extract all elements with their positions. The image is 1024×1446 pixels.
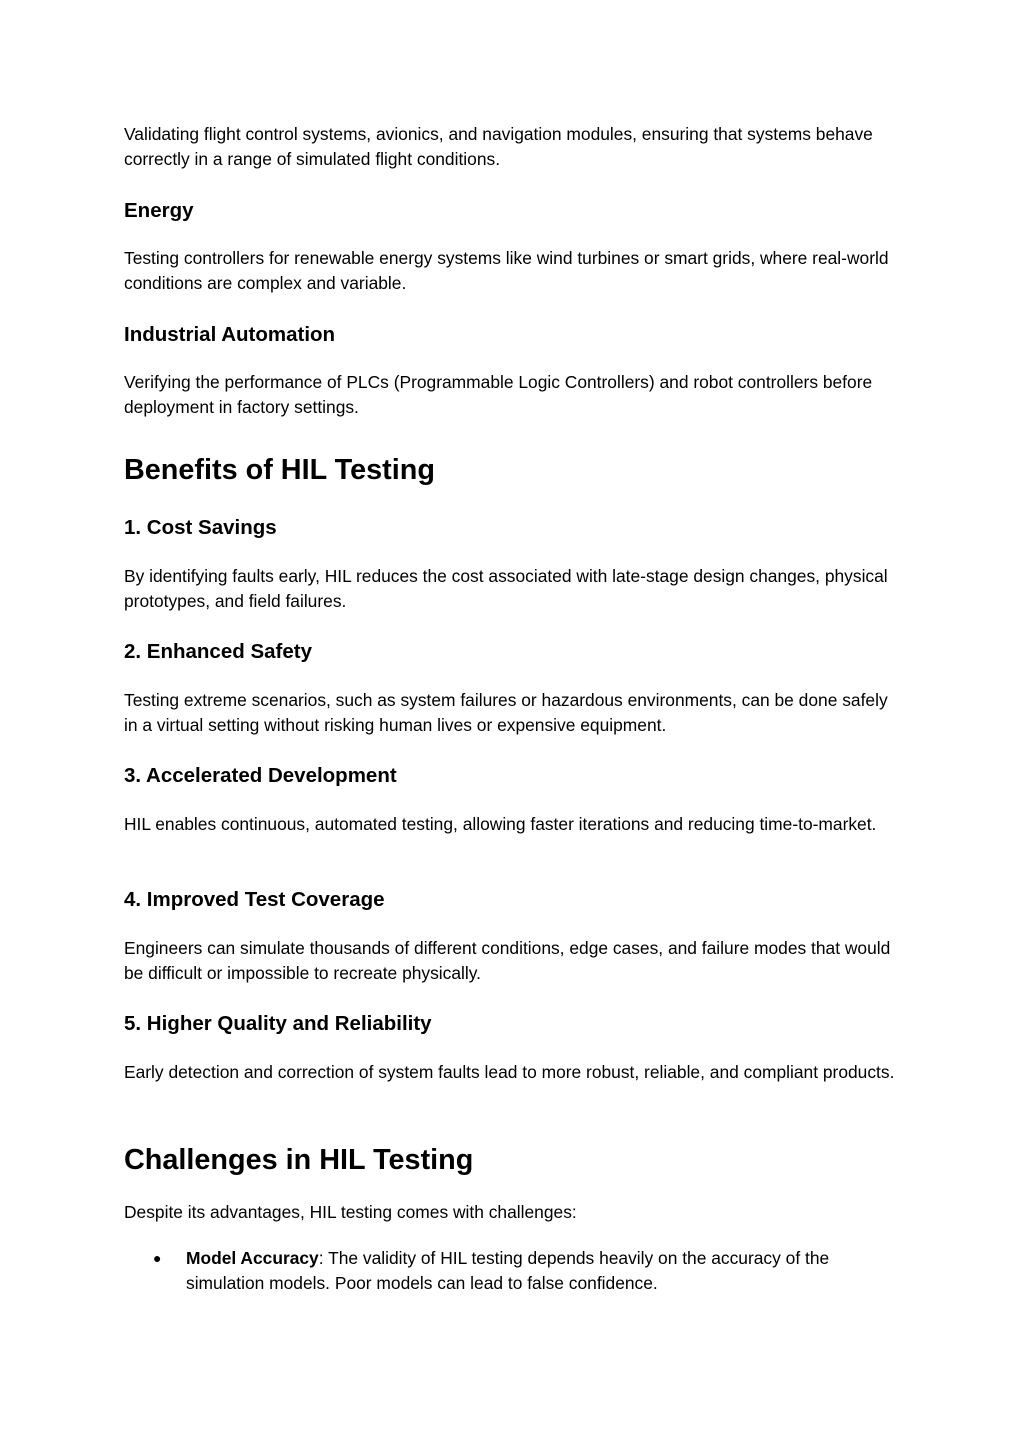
benefit-heading: 5. Higher Quality and Reliability: [124, 1012, 432, 1035]
benefit-paragraph: Early detection and correction of system faults lead to more robust, reliable, and compliant products.: [124, 1062, 895, 1082]
challenges-heading: Challenges in HIL Testing: [124, 1144, 474, 1176]
benefit-heading: 3. Accelerated Development: [124, 764, 397, 787]
challenges-intro: Despite its advantages, HIL testing comes with challenges:: [124, 1202, 577, 1222]
challenges-list: [124, 1246, 904, 1296]
intro-paragraph: Validating flight control systems, avionics, and navigation modules, ensuring that systems behave correctly in a range of simulated flight conditions.: [124, 124, 873, 169]
list-item: [124, 1246, 904, 1296]
industrial-automation-heading: Industrial Automation: [124, 323, 336, 346]
benefits-heading: Benefits of HIL Testing: [124, 454, 435, 486]
bullet-term: Model Accuracy: [186, 1248, 319, 1268]
energy-heading: Energy: [124, 199, 194, 222]
benefit-heading: 1. Cost Savings: [124, 516, 277, 539]
energy-paragraph: Testing controllers for renewable energy systems like wind turbines or smart grids, where real-world conditions are complex and variable.: [124, 248, 889, 293]
benefit-paragraph: By identifying faults early, HIL reduces the cost associated with late-stage design changes, physical prototypes, and field failures.: [124, 566, 888, 611]
benefit-paragraph: Testing extreme scenarios, such as system failures or hazardous environments, can be done safely in a virtual setting without risking human lives or expensive equipment.: [124, 690, 888, 735]
benefit-heading: 4. Improved Test Coverage: [124, 888, 385, 911]
bullet-text: : The validity of HIL testing depends heavily on the accuracy of the simulation models. Poor models can lead to false confidence.: [186, 1248, 830, 1293]
industrial-automation-paragraph: Verifying the performance of PLCs (Programmable Logic Controllers) and robot controllers before deployment in factory settings.: [124, 372, 873, 417]
benefit-paragraph: HIL enables continuous, automated testing, allowing faster iterations and reducing time-to-market.: [124, 814, 877, 834]
benefit-heading: 2. Enhanced Safety: [124, 640, 312, 663]
bullet-icon: ●: [153, 1250, 162, 1266]
benefit-paragraph: Engineers can simulate thousands of different conditions, edge cases, and failure modes that would be difficult or impossible to recreate physically.: [124, 938, 891, 983]
